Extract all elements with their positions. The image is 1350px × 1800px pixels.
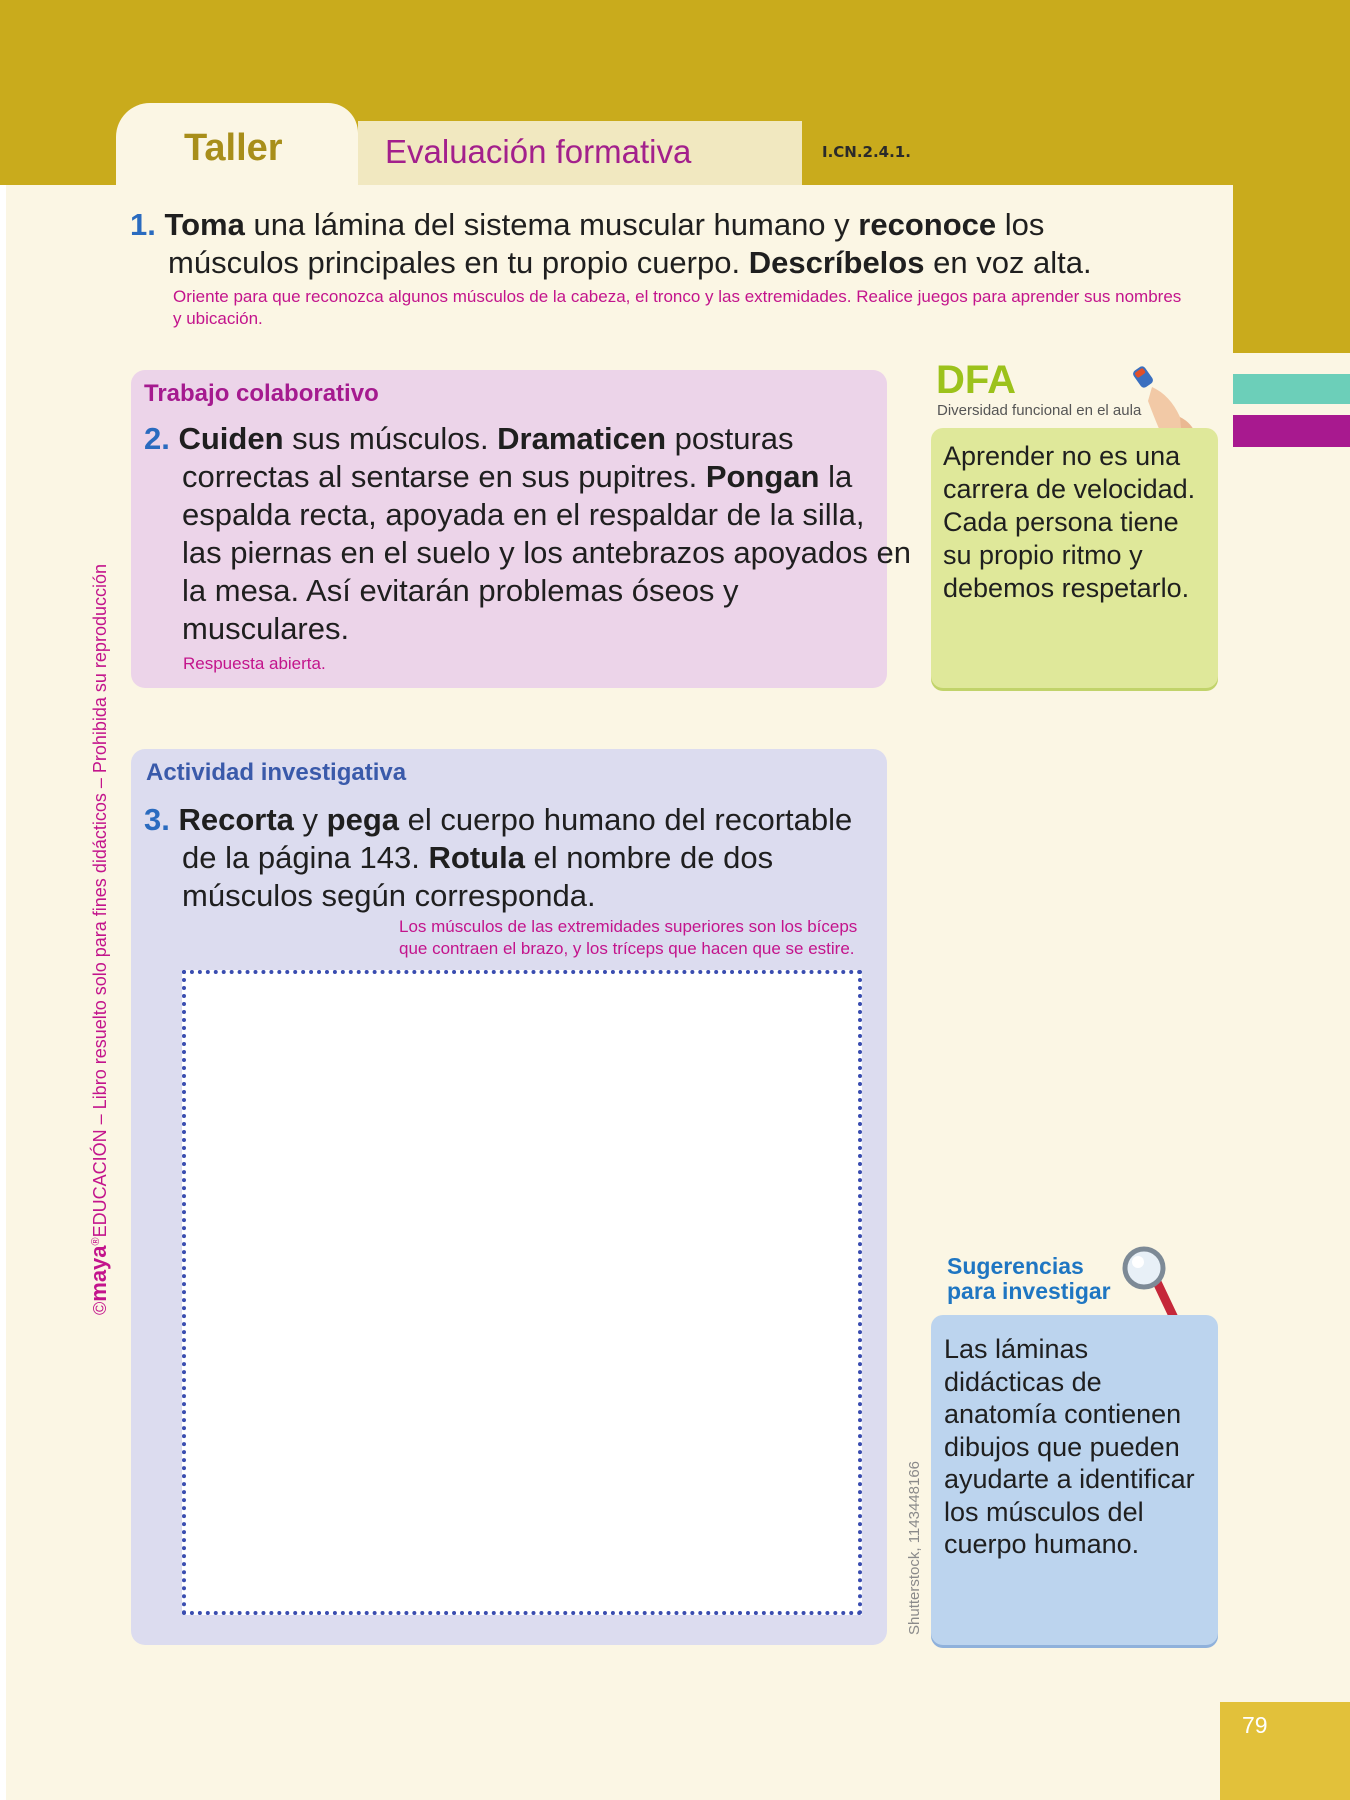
copyright-text: EDUCACIÓN – Libro resuelto solo para fines didácticos – Prohibida su reproducción xyxy=(90,564,110,1238)
research-section-title: Actividad investigativa xyxy=(146,759,407,786)
q1-verb-describelos: Descríbelos xyxy=(748,245,925,280)
tab-taller-label: Taller xyxy=(184,127,283,169)
q1-text-1: una lámina del sistema muscular humano y xyxy=(244,207,859,242)
tab-taller xyxy=(116,103,358,185)
tab-evaluacion-label: Evaluación formativa xyxy=(385,133,692,170)
dfa-subtitle: Diversidad funcional en el aula xyxy=(937,402,1142,419)
suggestions-title-line-1: Sugerencias xyxy=(947,1253,1084,1279)
question-2-number: 2. xyxy=(144,421,170,456)
dfa-title: DFA xyxy=(936,358,1016,402)
paste-area[interactable] xyxy=(182,970,862,1615)
suggestions-box xyxy=(931,1315,1218,1645)
teal-stripe xyxy=(1233,374,1350,404)
question-3-teacher-hint: Los músculos de las extremidades superiores son los bíceps que contraen el brazo, y los tríceps que hacen que se estire. xyxy=(399,917,858,958)
dfa-text: Aprender no es una carrera de velocidad. Cada persona tiene su propio ritmo y debemos respetarlo. xyxy=(943,441,1196,603)
question-2 xyxy=(144,420,912,648)
question-3 xyxy=(144,801,862,915)
q1-verb-reconoce: reconoce xyxy=(858,207,997,242)
q3-text-3: el nombre de dos músculos según corresponda. xyxy=(182,840,774,913)
q1-text-4: en voz alta. xyxy=(924,245,1092,280)
magenta-stripe xyxy=(1233,415,1350,447)
collaborative-work-box xyxy=(131,370,911,688)
q1-text-2: los xyxy=(996,207,1045,242)
side-band xyxy=(1233,185,1350,353)
suggestions-title-line-2: para investigar xyxy=(947,1278,1111,1304)
q2-text-1: sus músculos. xyxy=(283,421,498,456)
brand-logo: maya xyxy=(86,1245,111,1302)
q2-verb-cuiden: Cuiden xyxy=(178,421,284,456)
q2-text-3: la espalda recta, apoyada en el respaldar de la silla, las piernas en el suelo y los antebrazos apoyados en la mesa. Así evitarán problemas óseos y musculares. xyxy=(182,459,911,646)
page-number: 79 xyxy=(1242,1712,1268,1738)
question-2-teacher-hint: Respuesta abierta. xyxy=(183,654,326,673)
q3-verb-pega: pega xyxy=(326,802,400,837)
q3-verb-recorta: Recorta xyxy=(178,802,294,837)
dfa-box xyxy=(931,428,1218,688)
magnifying-glass-icon xyxy=(1122,1244,1182,1324)
suggestions-text: Las láminas didácticas de anatomía contienen dibujos que pueden ayudarte a identificar los músculos del cuerpo humano. xyxy=(944,1334,1195,1559)
registered-mark: ® xyxy=(90,1237,102,1246)
copyright-notice xyxy=(86,564,112,1315)
tab-evaluacion xyxy=(358,121,802,185)
copyright-symbol: © xyxy=(90,1301,110,1315)
q3-verb-rotula: Rotula xyxy=(428,840,525,875)
q2-verb-dramaticen: Dramaticen xyxy=(497,421,667,456)
q2-verb-pongan: Pongan xyxy=(705,459,820,494)
q2-text-2: posturas correctas al sentarse en sus pupitres. xyxy=(182,421,794,494)
page-number-box xyxy=(1220,1702,1350,1800)
collaborative-section-title: Trabajo colaborativo xyxy=(144,380,379,407)
question-3-number: 3. xyxy=(144,802,170,837)
q3-text-2: el cuerpo humano del recortable de la página 143. xyxy=(182,802,853,875)
q1-text-3: músculos principales en tu propio cuerpo. xyxy=(168,245,749,280)
question-1-teacher-hint: Oriente para que reconozca algunos músculos de la cabeza, el tronco y las extremidades. Realice juegos para aprender sus nombres y ubicación. xyxy=(173,287,1182,328)
image-credit: Shutterstock, 1143448166 xyxy=(906,1460,923,1635)
suggestions-title xyxy=(947,1254,1111,1304)
question-1-number: 1. xyxy=(130,207,156,242)
page-left-edge xyxy=(0,0,6,1800)
indicator-code: I.CN.2.4.1. xyxy=(822,143,911,161)
q3-text-1: y xyxy=(293,802,327,837)
question-1 xyxy=(130,206,1230,282)
q1-verb-toma: Toma xyxy=(164,207,245,242)
